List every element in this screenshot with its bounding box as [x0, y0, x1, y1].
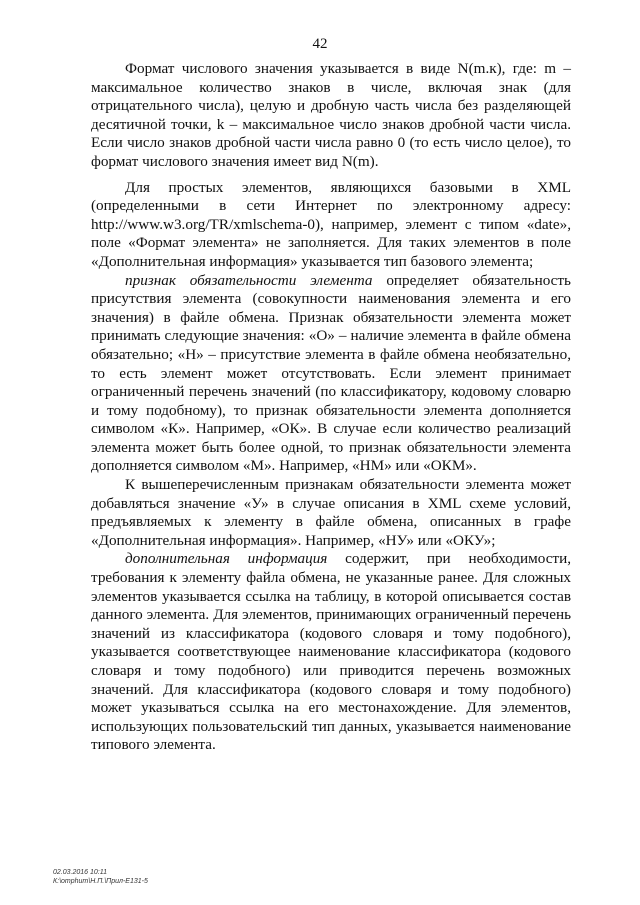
term-mandatory-flag: признак обязательности элемента — [125, 271, 373, 289]
additional-info-description: содержит, при необходимости, требования к элементу файла обмена, не указанные ранее. Для сложных элементов указывается ссылка на таблицу, в которой описывается состав данного элемента. Для элементов, принимающих ограниченный перечень значений из классификатора (кодового словаря и тому подобного), указывается соответствующее наименование классификатора (кодового словаря и тому подобного) или приводится перечень возможных значений. Для классификатора (кодового словаря и тому подобного) может указываться ссылка на его местонахождение. Для элементов, использующих пользовательский тип данных, указывается наименование типового элемента. — [91, 550, 571, 754]
paragraph-additional-info — [91, 550, 571, 755]
paragraph-number-format: Формат числового значения указывается в виде N(m.к), где: m – максимальное количество знаков в числе, включая знак (для отрицательного числа), целую и дробную часть числа без разделяющей десятичной точки, k – максимальное число знаков дробной части числа. Если число знаков дробной части числа равно 0 (то есть число целое), то формат числового значения имеет вид N(m). — [91, 60, 571, 170]
footer-timestamp: 02.03.2016 10:11 — [53, 869, 107, 876]
document-body — [91, 60, 571, 762]
footer-file-path: К:\omphum\Н.П.\Прил-Е131-5 — [53, 878, 148, 885]
mandatory-flag-description: определяет обязательность присутствия элемента (совокупности наименования элемента и его значения) в файле обмена. Признак обязательности элемента может принимать следующие значения: «О» – наличие элемента в файле обмена обязательно; «Н» – присутствие элемента в файле обмена необязательно, то есть элемент может отсутствовать. Если элемент принимает ограниченный перечень значений (по классификатору, кодовому словарю и тому подобному), то признак обязательности элемента дополняется символом «К». Например, «ОК». В случае если количество реализаций элемента может быть более одной, то признак обязательности элемента дополняется символом «М». Например, «НМ» или «ОКМ». — [91, 271, 571, 475]
paragraph-simple-elements: Для простых элементов, являющихся базовыми в XML (определенными в сети Интернет по электронному адресу: http://www.w3.org/TR/xmlschema-0), например, элемент с типом «date», поле «Формат элемента» не заполняется. Для таких элементов в поле «Дополнительная информация» указывается тип базового элемента; — [91, 178, 571, 270]
term-additional-info: дополнительная информация — [125, 550, 328, 568]
page-number: 42 — [312, 36, 328, 52]
paragraph-condition-flag: К вышеперечисленным признакам обязательности элемента может добавляться значение «У» в случае описания в XML схеме условий, предъявляемых к элементу в файле обмена, описанных в графе «Дополнительная информация». Например, «НУ» или «ОКУ»; — [91, 476, 571, 549]
footer-stamp — [53, 868, 148, 886]
paragraph-mandatory-flag — [91, 272, 571, 477]
